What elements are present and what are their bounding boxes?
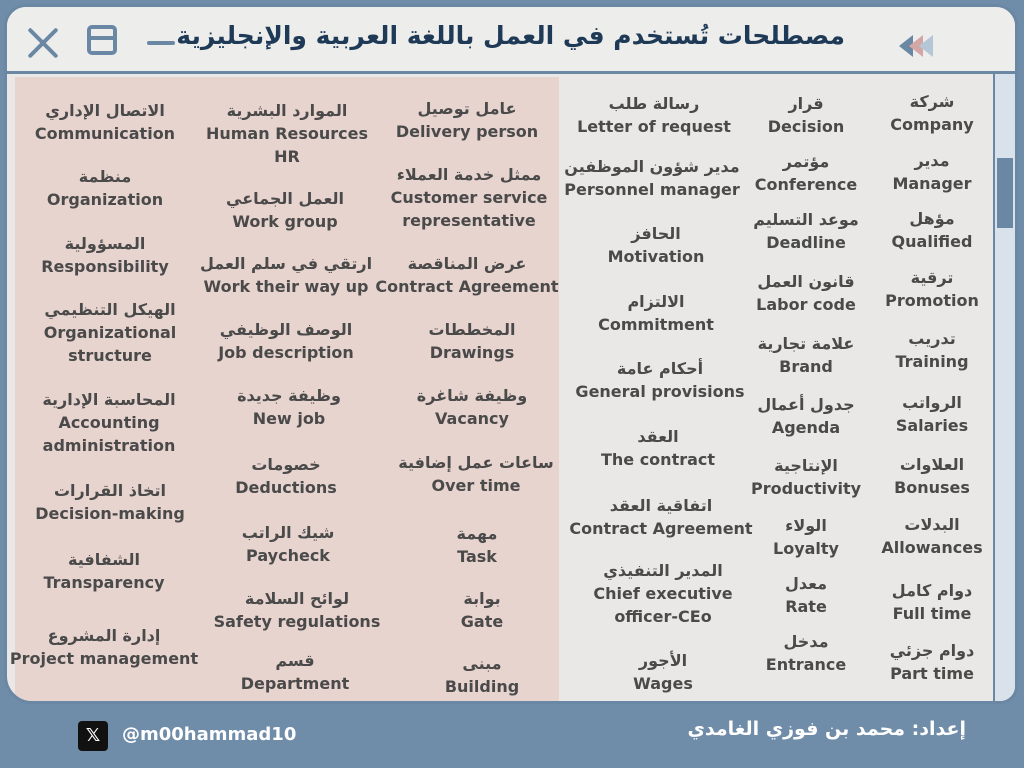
term-card <box>35 479 185 525</box>
term-arabic: اتخاذ القرارات <box>53 481 167 500</box>
term-arabic: مبنى <box>462 654 502 673</box>
term-card <box>235 453 337 499</box>
term-english: Organizational <box>43 323 177 342</box>
term-english: Organization <box>46 190 164 209</box>
term-card <box>892 149 971 195</box>
page-title: مصطلحات تُستخدم في العمل باللغة العربية والإنجليزية <box>176 21 845 50</box>
term-arabic: مدير <box>914 151 950 170</box>
term-english: Vacancy <box>435 409 509 428</box>
term-arabic: لوائح السلامة <box>244 589 350 608</box>
term-english: Building <box>444 677 520 696</box>
term-arabic: الولاء <box>785 516 827 535</box>
term-english: Company <box>890 115 974 134</box>
term-arabic: ترقية <box>910 268 954 287</box>
term-arabic: بوابة <box>463 589 501 608</box>
term-arabic: الوصف الوظيفي <box>219 320 353 339</box>
term-english-line2: structure <box>68 346 152 365</box>
term-english: Job description <box>218 343 354 362</box>
term-card <box>577 92 731 138</box>
term-arabic: مؤتمر <box>782 152 830 171</box>
term-card <box>753 208 859 254</box>
term-arabic: تدريب <box>908 329 956 348</box>
term-arabic: المسؤولية <box>64 234 146 253</box>
term-english: Motivation <box>607 247 705 266</box>
term-english: Contract Agreement <box>375 277 559 296</box>
term-arabic: ارتقي في سلم العمل <box>199 254 373 273</box>
term-arabic: العمل الجماعي <box>226 189 344 208</box>
term-english: Paycheck <box>246 546 330 565</box>
term-english: Gate <box>460 612 504 631</box>
term-arabic: موعد التسليم <box>753 210 859 229</box>
term-english: Deductions <box>235 478 337 497</box>
term-card <box>218 318 354 364</box>
term-card <box>398 451 554 497</box>
term-english: Productivity <box>750 479 862 498</box>
term-english: Loyalty <box>773 539 839 558</box>
term-english: Commitment <box>598 315 714 334</box>
term-arabic: أحكام عامة <box>616 359 704 378</box>
term-arabic: الموارد البشرية <box>226 101 348 120</box>
term-card <box>42 388 175 457</box>
term-card <box>633 649 693 695</box>
term-arabic: علامة تجارية <box>757 334 855 353</box>
term-arabic: معدل <box>784 574 828 593</box>
term-arabic: قرار <box>788 94 824 113</box>
term-english: Chief executive <box>593 584 733 603</box>
term-arabic: ممثل خدمة العملاء <box>396 165 542 184</box>
term-arabic: الإنتاجية <box>774 456 838 475</box>
term-arabic: رسالة طلب <box>608 94 700 113</box>
term-english: Full time <box>892 604 972 623</box>
term-arabic: العلاوات <box>899 455 965 474</box>
term-card <box>892 207 973 253</box>
term-card <box>41 232 169 278</box>
term-english: Human Resources <box>205 124 369 143</box>
term-arabic: المخططات <box>428 320 516 339</box>
scrollbar[interactable] <box>993 74 1015 702</box>
term-card <box>575 357 744 403</box>
minimize-icon[interactable] <box>147 41 175 45</box>
term-english: Drawings <box>429 343 515 362</box>
title-bar <box>7 7 1015 74</box>
term-arabic: إدارة المشروع <box>47 626 161 645</box>
term-english: Personnel manager <box>564 180 740 199</box>
term-english: Safety regulations <box>213 612 381 631</box>
term-arabic: وظيفة جديدة <box>237 386 341 405</box>
term-english: Deadline <box>766 233 846 252</box>
scrollbar-thumb[interactable] <box>997 158 1013 228</box>
term-english: Department <box>240 674 350 693</box>
term-english: Entrance <box>765 655 847 674</box>
term-english: Promotion <box>885 291 979 310</box>
term-card <box>206 99 368 168</box>
term-arabic: قسم <box>275 651 315 670</box>
term-card <box>890 90 973 136</box>
term-card <box>35 99 175 145</box>
term-card <box>894 453 970 499</box>
term-english: Contract Agreement <box>569 519 753 538</box>
term-english: Decision-making <box>35 504 185 523</box>
term-card <box>601 425 715 471</box>
term-english: Brand <box>779 357 833 376</box>
term-english: New job <box>252 409 326 428</box>
term-arabic: الأجور <box>638 651 688 670</box>
term-card <box>47 165 163 211</box>
term-card <box>461 587 503 633</box>
term-english: Decision <box>767 117 845 136</box>
term-card <box>417 384 527 430</box>
term-card <box>593 559 732 628</box>
term-english: Agenda <box>771 418 841 437</box>
term-card <box>375 252 558 298</box>
term-english: Part time <box>890 664 974 683</box>
term-english: Responsibility <box>41 257 169 276</box>
term-card <box>457 522 498 568</box>
term-card <box>43 548 164 594</box>
term-arabic: خصومات <box>251 455 321 474</box>
term-card <box>755 150 857 196</box>
term-english-line2: representative <box>402 211 536 230</box>
term-arabic: مدير شؤون الموظفين <box>564 157 740 176</box>
term-card <box>237 384 341 430</box>
term-card <box>10 624 198 670</box>
term-card <box>214 587 381 633</box>
term-arabic: عرض المناقصة <box>407 254 527 273</box>
author-credit: إعداد: محمد بن فوزي الغامدي <box>687 718 966 740</box>
x-logo-icon[interactable]: 𝕏 <box>78 721 108 751</box>
maximize-icon[interactable] <box>87 25 117 55</box>
term-arabic: المدير التنفيذي <box>603 561 723 580</box>
term-english-line2: officer-CEo <box>614 607 712 626</box>
term-card <box>428 318 515 364</box>
term-card <box>200 252 372 298</box>
term-arabic: مهمة <box>456 524 498 543</box>
term-english: Qualified <box>891 232 973 251</box>
term-english: Conference <box>754 175 858 194</box>
term-arabic: الرواتب <box>902 393 962 412</box>
term-english: Transparency <box>43 573 165 592</box>
term-arabic: المحاسبة الإدارية <box>42 390 176 409</box>
term-card <box>241 649 349 695</box>
term-card <box>785 572 827 618</box>
term-card <box>895 327 968 373</box>
term-arabic: عامل توصيل <box>417 99 517 118</box>
term-english: Bonuses <box>894 478 970 497</box>
term-card <box>773 514 839 560</box>
term-arabic: العقد <box>637 427 679 446</box>
term-card <box>766 630 846 676</box>
term-arabic: الاتصال الإداري <box>45 101 165 120</box>
term-english: Letter of request <box>577 117 731 136</box>
term-english: Salaries <box>895 416 969 435</box>
term-english: Labor code <box>756 295 856 314</box>
term-arabic: الالتزام <box>627 292 685 311</box>
term-card <box>391 163 548 232</box>
term-card <box>569 494 752 540</box>
term-card <box>896 391 968 437</box>
term-card <box>758 332 855 378</box>
term-arabic: الشفافية <box>67 550 140 569</box>
term-arabic: ساعات عمل إضافية <box>398 453 554 472</box>
term-english: Rate <box>785 597 827 616</box>
term-arabic: شيك الراتب <box>241 523 335 542</box>
term-card <box>892 579 972 625</box>
term-card <box>226 187 344 233</box>
term-arabic: جدول أعمال <box>757 395 855 414</box>
term-arabic: قانون العمل <box>757 272 855 291</box>
term-english: The contract <box>600 450 716 469</box>
term-english-line2: HR <box>274 147 300 166</box>
term-english: Accounting <box>58 413 160 432</box>
term-arabic: دوام كامل <box>891 581 973 600</box>
term-arabic: الحافز <box>631 224 681 243</box>
term-card <box>881 513 982 559</box>
term-arabic: شركة <box>909 92 955 111</box>
term-card <box>598 290 714 336</box>
term-english: Allowances <box>881 538 983 557</box>
term-english: Manager <box>892 174 972 193</box>
term-english: Wages <box>633 674 693 693</box>
term-card <box>396 97 538 143</box>
term-arabic: اتفاقية العقد <box>609 496 713 515</box>
term-english: Work group <box>232 212 338 231</box>
term-arabic: منظمة <box>78 167 132 186</box>
term-card <box>756 270 856 316</box>
term-card <box>751 454 861 500</box>
term-english: Project management <box>9 649 199 668</box>
term-english: Over time <box>431 476 521 495</box>
term-card <box>564 155 740 201</box>
term-arabic: مدخل <box>783 632 829 651</box>
term-english: Customer service <box>390 188 548 207</box>
term-card <box>608 222 705 268</box>
term-arabic: دوام جزئي <box>889 641 975 660</box>
term-card <box>885 266 979 312</box>
close-icon[interactable] <box>25 25 61 61</box>
term-card <box>242 521 335 567</box>
term-english: Training <box>895 352 969 371</box>
term-arabic: مؤهل <box>909 209 955 228</box>
term-english: Task <box>457 547 497 566</box>
term-arabic: الهيكل التنظيمي <box>44 300 176 319</box>
term-card <box>44 298 177 367</box>
term-arabic: وظيفة شاغرة <box>416 386 528 405</box>
term-card <box>890 639 975 685</box>
rewind-arrows-icon <box>899 35 933 57</box>
term-english: Delivery person <box>395 122 539 141</box>
term-arabic: البدلات <box>904 515 960 534</box>
term-card <box>445 652 519 698</box>
term-english: General provisions <box>575 382 745 401</box>
term-english-line2: administration <box>42 436 176 455</box>
term-card <box>768 92 845 138</box>
social-handle[interactable]: @m00hammad10 <box>122 724 297 745</box>
term-card <box>757 393 854 439</box>
term-english: Communication <box>34 124 176 143</box>
term-english: Work their way up <box>203 277 369 296</box>
